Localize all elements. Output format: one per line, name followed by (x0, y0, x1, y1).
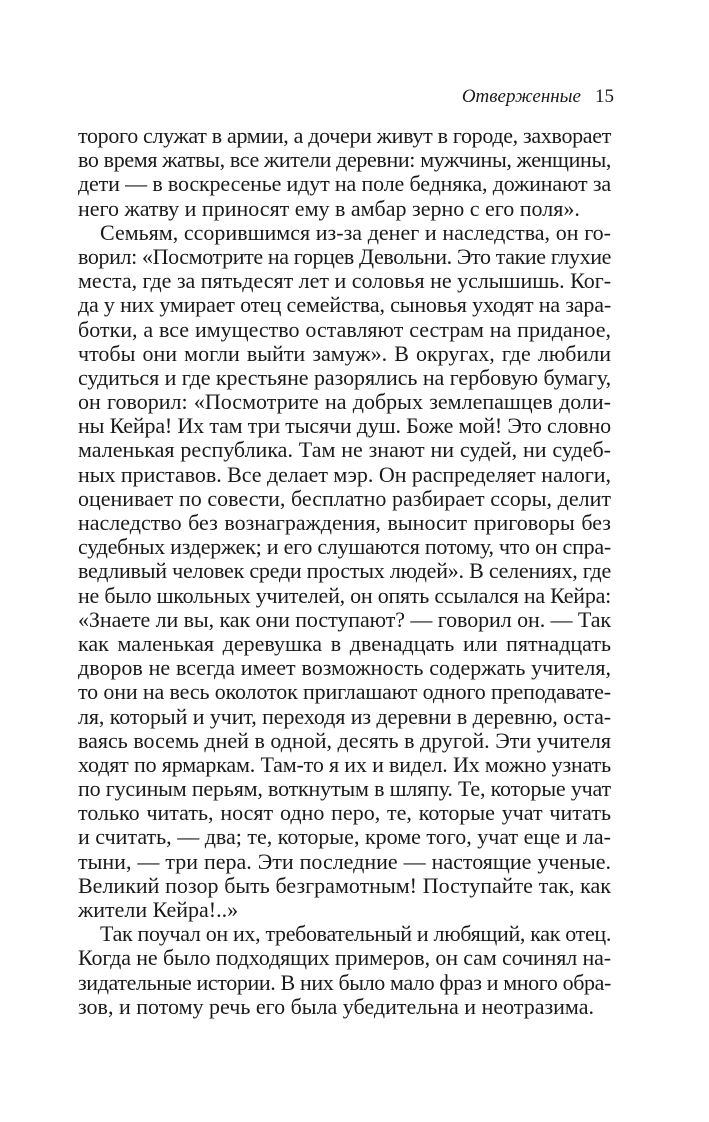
running-header (462, 85, 614, 109)
text-line: Так поучал он их, требовательный и любящий, как отец. (100, 921, 612, 947)
text-line: ботки, а все имущество оставляют сестрам на приданое, (78, 316, 611, 342)
text-line: тыни, — три пера. Эти последние — настоящие ученые. (78, 848, 611, 874)
text-line: только читать, носят одно перо, те, которые учат читать (78, 800, 611, 826)
text-line: зидательные истории. В них было мало фраз и много обра- (78, 969, 612, 995)
text-line: судиться и где крестьяне разорялись на гербовую бумагу, (78, 364, 612, 390)
text-line: да у них умирает отец семейства, сыновья уходят на зара- (78, 292, 611, 318)
text-line: торого служат в армии, а дочери живут в городе, захворает (78, 123, 611, 148)
text-line: ваясь восемь дней в одной, десять в другой. Эти учителя (78, 727, 611, 753)
text-line: ведливый человек среди простых людей». В селениях, где (78, 558, 611, 584)
body-text (78, 124, 611, 1019)
text-line: наследство без вознаграждения, выносит приговоры без (78, 510, 611, 535)
text-line: не было школьных учителей, он опять ссылался на Кейра: (78, 582, 611, 608)
text-line: оценивает по совести, бесплатно разбирает ссоры, делит (78, 485, 611, 511)
text-line: маленькая республика. Там не знают ни судей, ни судеб- (78, 437, 611, 463)
text-line: во время жатвы, все жители деревни: мужчины, женщины, (78, 147, 612, 173)
text-line: зов, и потому речь его была убедительна и неотразима. (78, 993, 594, 1019)
text-line: ных приставов. Все делает мэр. Он распределяет налоги, (78, 461, 611, 487)
text-line: него жатву и приносят ему в амбар зерно с его поля». (78, 195, 580, 221)
page-number: 15 (595, 86, 614, 107)
text-line: по гусиным перьям, воткнутым в шляпу. Те, которые учат (78, 776, 611, 802)
text-line: «Знаете ли вы, как они поступают? — говорил он. — Так (78, 606, 612, 632)
text-line: чтобы они могли выйти замуж». В округах, где любили (78, 340, 611, 366)
text-line: ля, который и учит, переходя из деревни в деревню, оста- (78, 703, 611, 729)
text-line: жители Кейра!..» (78, 897, 239, 922)
text-line: и считать, — два; те, которые, кроме того, учат еще и ла- (78, 824, 611, 850)
text-line: места, где за пятьдесят лет и соловья не услышишь. Ког- (78, 268, 612, 294)
text-line: ворил: «Посмотрите на горцев Девольни. Это такие глухие (78, 243, 611, 269)
text-line: ходят по ярмаркам. Там-то я их и видел. Их можно узнать (78, 751, 611, 777)
text-line: судебных издержек; и его слушаются потому, что он спра- (78, 534, 611, 560)
text-line: он говорил: «Посмотрите на добрых землепашцев доли- (78, 389, 611, 415)
text-line: Когда не было подходящих примеров, он сам сочинял на- (78, 945, 611, 971)
text-line: то они на весь околоток приглашают одного преподавате- (78, 679, 611, 705)
text-line: дворов не всегда имеет возможность содержать учителя, (78, 655, 611, 681)
text-line: ны Кейра! Их там три тысячи душ. Боже мой! Это словно (78, 413, 611, 439)
running-title: Отверженные (461, 86, 581, 107)
text-line: Семьям, ссорившимся из-за денег и наследства, он го- (100, 219, 611, 245)
text-line: Великий позор быть безграмотным! Поступайте так, как (78, 872, 611, 898)
text-line: как маленькая деревушка в двенадцать или пятнадцать (78, 630, 611, 656)
text-line: дети — в воскресенье идут на поле бедняка, дожинают за (78, 171, 611, 197)
